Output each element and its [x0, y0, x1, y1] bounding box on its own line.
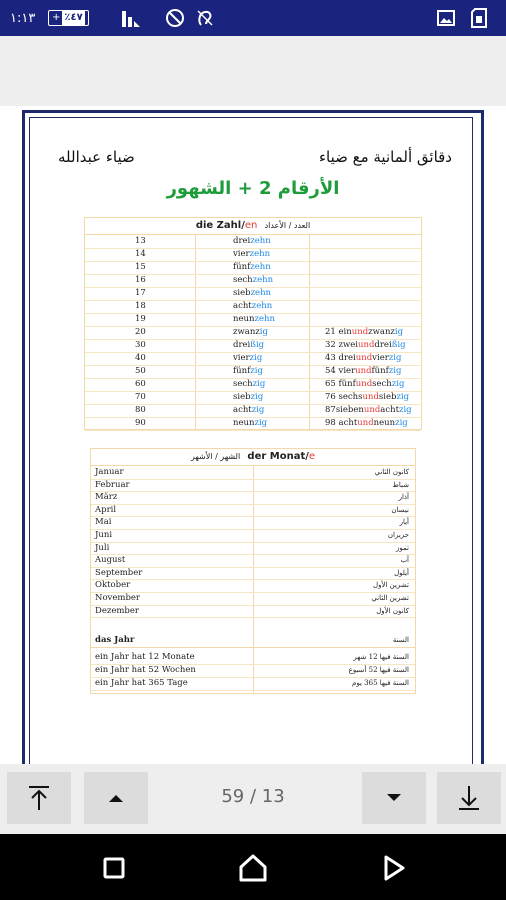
- number-cell: 16: [135, 275, 146, 285]
- compound-cell: [325, 326, 403, 339]
- number-cell: 40: [135, 353, 146, 363]
- year-fact-de: ein Jahr hat 52 Wochen: [95, 665, 196, 675]
- month-row: [91, 579, 415, 593]
- compound-base: fünf: [371, 366, 389, 376]
- header-author: ضياء عبدالله: [58, 148, 135, 166]
- table-row: [85, 313, 421, 327]
- word-suffix: zehn: [250, 262, 271, 272]
- compound-und: und: [355, 379, 373, 389]
- year-fact-ar: السنة فيها 52 أسبوع: [348, 666, 409, 674]
- numbers-caption-suffix: en: [244, 220, 258, 231]
- month-de: November: [95, 593, 140, 603]
- word-base: sech: [233, 379, 253, 389]
- compound-suffix: zig: [398, 405, 412, 415]
- table-row: [85, 235, 421, 249]
- word-suffix: zehn: [252, 275, 274, 285]
- status-time: ١:١٣: [10, 10, 36, 26]
- month-row: [91, 605, 415, 619]
- month-ar: تموز: [396, 543, 409, 552]
- back-button[interactable]: [372, 846, 416, 890]
- compound-base: sieb: [378, 392, 397, 402]
- word-base: drei: [233, 236, 251, 246]
- compound-base: sech: [372, 379, 392, 389]
- month-row: [91, 516, 415, 530]
- table-row: [85, 391, 421, 405]
- number-cell: 18: [135, 301, 146, 311]
- sim-icon: [470, 6, 488, 30]
- numbers-table: [84, 217, 422, 430]
- navigation-bar: [0, 834, 506, 900]
- month-de: Januar: [95, 467, 124, 477]
- month-ar: تشرين الأول: [373, 581, 409, 590]
- home-icon: [238, 854, 268, 882]
- compound-prefix: 76 sechs: [325, 392, 363, 402]
- table-row: [85, 339, 421, 353]
- months-table-caption: [91, 449, 415, 466]
- table-row: [85, 404, 421, 418]
- word-suffix: zehn: [251, 301, 273, 311]
- dnd-icon: [164, 6, 186, 30]
- jump-first-icon: [26, 783, 52, 813]
- table-row: [85, 300, 421, 314]
- compound-suffix: ig: [394, 327, 404, 337]
- compound-cell: [325, 391, 409, 404]
- month-de: Februar: [95, 479, 130, 490]
- compound-und: und: [355, 353, 373, 363]
- compound-base: acht: [380, 405, 399, 415]
- compound-und: und: [355, 366, 372, 376]
- year-fact-de: ein Jahr hat 12 Monate: [95, 652, 195, 662]
- back-icon: [381, 854, 407, 882]
- word-suffix: zehn: [254, 314, 275, 324]
- document-viewer[interactable]: [0, 106, 506, 764]
- word-base: sech: [233, 275, 253, 285]
- pager-bar: [0, 764, 506, 834]
- month-de: Juli: [95, 542, 110, 553]
- months-caption-de: der Monat/: [247, 451, 309, 462]
- word-base: neun: [233, 314, 255, 324]
- word-suffix: zehn: [250, 236, 271, 246]
- month-ar: نيسان: [391, 505, 409, 514]
- month-ar: أيار: [399, 518, 409, 527]
- compound-prefix: 43 drei: [325, 353, 356, 363]
- compound-suffix: zig: [388, 353, 402, 363]
- year-fact-ar: السنة فيها 12 شهر: [353, 653, 409, 661]
- word-cell: [233, 339, 264, 352]
- month-ar: كانون الأول: [376, 606, 409, 615]
- word-cell: [233, 313, 275, 326]
- number-cell: 14: [135, 249, 146, 259]
- month-de: Dezember: [95, 605, 139, 616]
- header-series: دقائق ألمانية مع ضياء: [318, 148, 452, 166]
- page-title: الأرقام 2 + الشهور: [166, 178, 340, 199]
- year-row: [91, 677, 415, 691]
- compound-cell: [325, 378, 404, 391]
- number-cell: 19: [135, 314, 146, 324]
- month-de: Oktober: [95, 580, 131, 591]
- word-cell: [233, 378, 265, 391]
- compound-cell: [325, 417, 408, 430]
- word-cell: [233, 365, 263, 378]
- number-cell: 20: [135, 327, 146, 337]
- home-button[interactable]: [231, 846, 275, 890]
- compound-base: neun: [373, 418, 396, 428]
- word-cell: [233, 274, 273, 287]
- year-fact-ar: السنة فيها 365 يوم: [352, 679, 409, 687]
- month-row: [91, 567, 415, 581]
- word-cell: [233, 287, 271, 300]
- word-cell: [233, 352, 262, 365]
- month-de: September: [95, 567, 143, 578]
- compound-base: vier: [372, 353, 389, 363]
- numbers-caption-ar: العدد / الأعداد: [264, 221, 311, 230]
- word-base: sieb: [233, 288, 251, 298]
- word-base: acht: [233, 405, 252, 415]
- month-row: [91, 466, 415, 480]
- month-ar: آب: [400, 556, 409, 565]
- month-row: [91, 554, 415, 568]
- numbers-table-caption: [85, 218, 421, 235]
- word-cell: [233, 417, 267, 430]
- word-suffix: zig: [250, 366, 263, 376]
- month-row: [91, 529, 415, 543]
- battery-icon: + ٪٤٧: [48, 6, 89, 30]
- recents-button[interactable]: [92, 846, 136, 890]
- month-row: [91, 504, 415, 518]
- table-row: [85, 274, 421, 288]
- compound-cell: [325, 352, 401, 365]
- table-row: [85, 417, 421, 431]
- word-suffix: ig: [259, 327, 268, 337]
- number-cell: 13: [135, 236, 146, 246]
- numbers-caption-de: die Zahl/: [195, 220, 245, 231]
- month-ar: حزيران: [387, 531, 409, 539]
- jump-first-button[interactable]: [7, 772, 71, 824]
- table-row: [85, 326, 421, 340]
- number-cell: 80: [135, 405, 146, 415]
- month-de: Juni: [95, 530, 113, 540]
- word-suffix: zig: [254, 418, 268, 428]
- compound-suffix: zig: [391, 379, 405, 389]
- month-row: [91, 542, 415, 556]
- month-row: [91, 479, 415, 493]
- word-base: neun: [233, 418, 255, 428]
- compound-suffix: ßig: [391, 340, 406, 350]
- word-suffix: zig: [250, 392, 264, 402]
- number-cell: 90: [135, 418, 146, 428]
- compound-prefix: 21 ein: [325, 327, 352, 337]
- word-cell: [233, 326, 268, 339]
- table-row: [85, 365, 421, 379]
- compound-und: und: [351, 327, 369, 337]
- word-suffix: ßig: [250, 340, 265, 350]
- word-cell: [233, 391, 263, 404]
- word-base: vier: [233, 353, 250, 363]
- compound-cell: [325, 365, 401, 378]
- word-suffix: zig: [252, 379, 266, 389]
- month-de: Mai: [95, 517, 112, 528]
- year-fact-de: ein Jahr hat 365 Tage: [95, 678, 188, 688]
- word-base: zwanz: [233, 327, 260, 337]
- month-ar: أيلول: [394, 568, 409, 577]
- prev-page-button[interactable]: [84, 772, 148, 824]
- word-cell: [233, 300, 272, 313]
- compound-prefix: 98 acht: [325, 418, 358, 428]
- compound-suffix: zig: [396, 392, 410, 402]
- month-row: [91, 592, 415, 606]
- compound-cell: [325, 339, 406, 352]
- compound-prefix: 65 fünf: [325, 379, 356, 389]
- compound-prefix: 87sieben: [325, 405, 364, 415]
- table-row: [85, 248, 421, 262]
- word-cell: [233, 235, 271, 248]
- compound-base: drei: [374, 340, 392, 350]
- word-base: acht: [233, 301, 252, 311]
- compound-cell: [325, 404, 412, 417]
- word-base: fünf: [233, 262, 251, 272]
- month-de: März: [95, 492, 118, 503]
- number-cell: 50: [135, 366, 146, 376]
- compound-base: zwanz: [368, 327, 395, 337]
- word-base: fünf: [233, 366, 251, 376]
- month-ar: كانون الثاني: [374, 468, 409, 476]
- number-cell: 30: [135, 340, 146, 350]
- month-ar: آذار: [398, 493, 409, 502]
- table-row: [85, 287, 421, 301]
- year-row: [91, 664, 415, 678]
- word-suffix: zehn: [249, 249, 271, 259]
- compound-und: und: [363, 405, 381, 415]
- month-row: [91, 491, 415, 505]
- word-base: vier: [233, 249, 250, 259]
- month-de: August: [95, 555, 126, 566]
- months-caption-ar: الشهر / الأشهر: [190, 452, 241, 461]
- month-ar: شباط: [392, 480, 409, 489]
- hearing-icon: [194, 6, 216, 30]
- image-icon: [436, 6, 456, 30]
- next-page-icon: [386, 793, 402, 803]
- number-cell: 17: [135, 288, 146, 298]
- app-bar: [0, 36, 506, 106]
- compound-suffix: zig: [388, 366, 402, 376]
- month-de: April: [95, 504, 117, 515]
- word-suffix: zehn: [250, 288, 272, 298]
- number-cell: 15: [135, 262, 146, 272]
- number-cell: 70: [135, 392, 146, 402]
- word-base: sieb: [233, 392, 251, 402]
- compound-und: und: [358, 340, 375, 350]
- compound-suffix: zig: [395, 418, 408, 428]
- document-page: [22, 110, 484, 764]
- word-cell: [233, 404, 264, 417]
- table-row: [85, 378, 421, 392]
- table-row: [85, 352, 421, 366]
- compound-und: und: [362, 392, 379, 402]
- months-caption-suffix: e: [308, 451, 316, 462]
- signal-icon: [118, 6, 142, 30]
- year-row: [91, 651, 415, 665]
- word-cell: [233, 248, 270, 261]
- year-ar: السنة: [392, 636, 409, 644]
- word-suffix: zig: [251, 405, 265, 415]
- page-indicator: 59 / 13: [221, 786, 285, 807]
- compound-und: und: [357, 418, 374, 428]
- table-row: [85, 261, 421, 275]
- status-bar: [0, 0, 506, 36]
- year-header-row: [91, 634, 415, 648]
- prev-page-icon: [108, 793, 124, 803]
- months-table: [90, 448, 416, 694]
- compound-prefix: 54 vier: [325, 366, 356, 376]
- year-de: das Jahr: [95, 635, 135, 645]
- jump-last-icon: [456, 783, 482, 813]
- number-cell: 60: [135, 379, 146, 389]
- compound-prefix: 32 zwei: [325, 340, 359, 350]
- jump-last-button[interactable]: [437, 772, 501, 824]
- next-page-button[interactable]: [362, 772, 426, 824]
- recents-icon: [102, 856, 126, 880]
- word-suffix: zig: [249, 353, 263, 363]
- word-base: drei: [233, 340, 251, 350]
- battery-level: ٪٤٧: [64, 12, 83, 23]
- month-ar: تشرين الثاني: [371, 594, 409, 602]
- word-cell: [233, 261, 271, 274]
